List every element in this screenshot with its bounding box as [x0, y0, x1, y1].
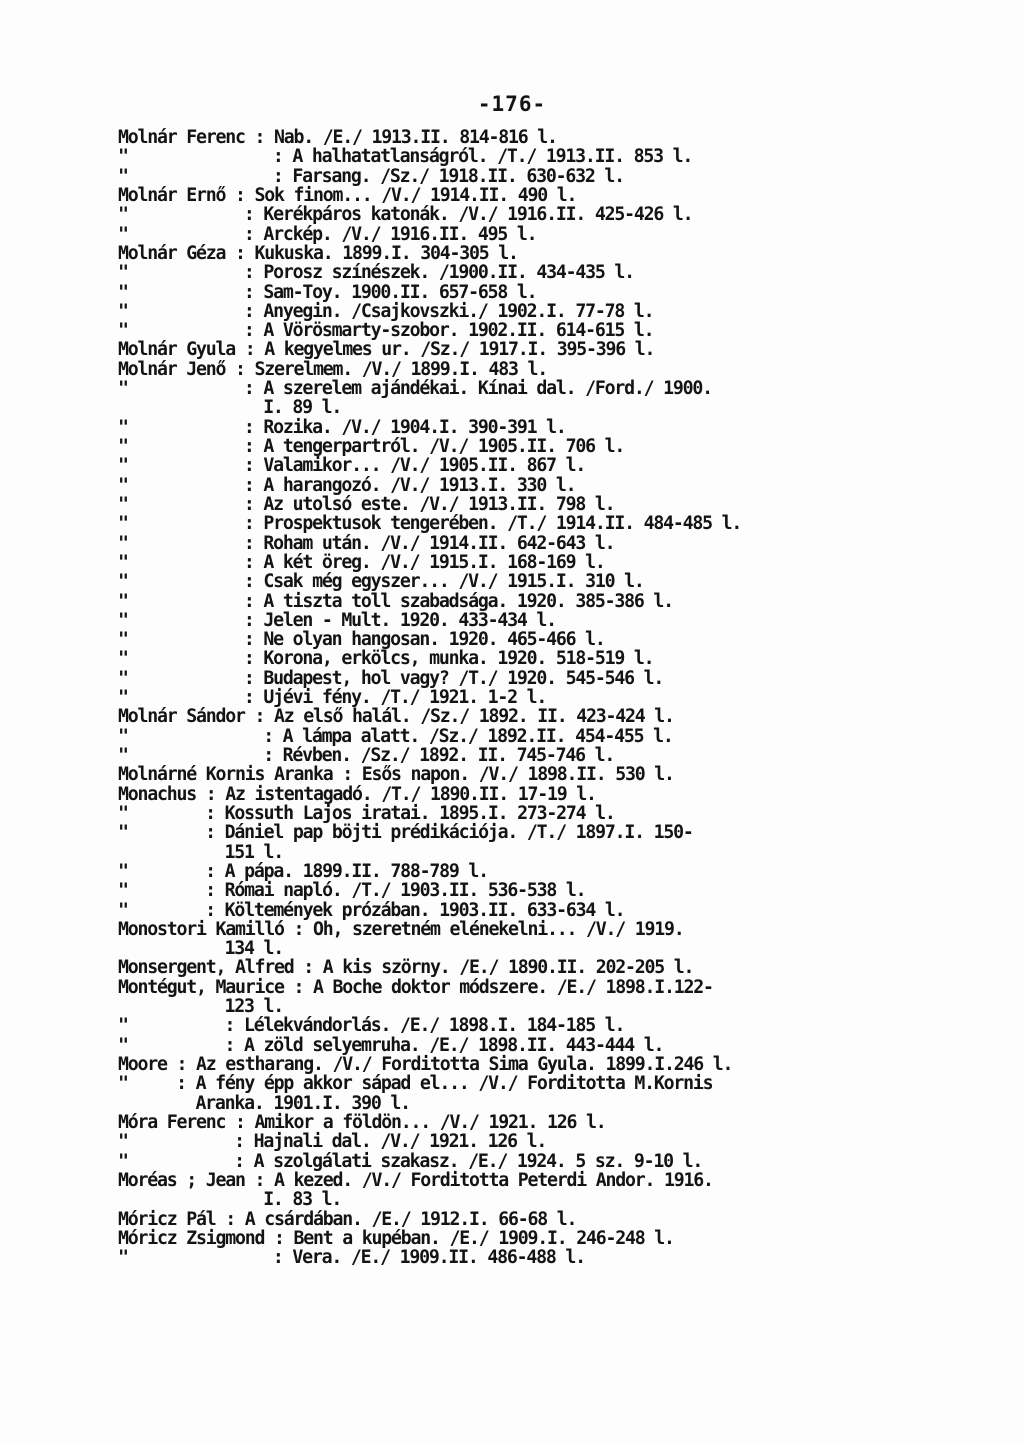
bibliography-continuation-line — [118, 302, 998, 321]
ditto-mark: " — [118, 551, 128, 573]
entry-text: : Dániel pap böjti prédikációja. /T./ 1897.I. 150- — [205, 822, 693, 844]
entry-text: : Porosz színészek. /1900.II. 434-435 l. — [243, 262, 634, 284]
entry-text: Monostori Kamilló : Oh, szeretném elénekelni... /V./ 1919. — [118, 918, 684, 940]
bibliography-wrap-line — [118, 939, 998, 958]
entry-text: 151 l. — [224, 841, 283, 863]
entry-text: Molnár Jenő : Szerelmem. /V./ 1899.I. 483 l. — [118, 358, 547, 380]
entry-text: : Prospektusok tengerében. /T./ 1914.II. 484-485 l. — [243, 513, 742, 535]
entry-text: : Kerékpáros katonák. /V./ 1916.II. 425-426 l. — [243, 204, 693, 226]
bibliography-continuation-line — [118, 727, 998, 746]
bibliography-continuation-line — [118, 379, 998, 398]
entry-text: I. 83 l. — [263, 1189, 342, 1211]
entry-text: : Ne olyan hangosan. 1920. 465-466 l. — [243, 629, 605, 651]
bibliography-continuation-line — [118, 437, 998, 456]
bibliography-author-line — [118, 340, 998, 359]
ditto-mark: " — [118, 860, 128, 882]
entry-text: : A zöld selyemruha. /E./ 1898.II. 443-444 l. — [224, 1034, 664, 1056]
bibliography-continuation-line — [118, 1016, 998, 1035]
bibliography-wrap-line — [118, 843, 998, 862]
entry-text: : A lámpa alatt. /Sz./ 1892.II. 454-455 l. — [263, 725, 673, 747]
entry-text: : A pápa. 1899.II. 788-789 l. — [205, 860, 488, 882]
entry-text: : Arckép. /V./ 1916.II. 495 l. — [243, 223, 537, 245]
bibliography-continuation-line — [118, 263, 998, 282]
entry-text: : Sam-Toy. 1900.II. 657-658 l. — [243, 281, 537, 303]
entry-text: : A Vörösmarty-szobor. 1902.II. 614-615 l. — [243, 320, 654, 342]
entry-text: : Anyegin. /Csajkovszki./ 1902.I. 77-78 l. — [243, 300, 654, 322]
bibliography-author-line — [118, 958, 998, 977]
ditto-mark: " — [118, 1131, 128, 1153]
ditto-mark: " — [118, 1150, 128, 1172]
bibliography-continuation-line — [118, 804, 998, 823]
bibliography-continuation-line — [118, 553, 998, 572]
bibliography-continuation-line — [118, 611, 998, 630]
bibliography-continuation-line — [118, 476, 998, 495]
ditto-mark: " — [118, 745, 128, 766]
entry-text: : A halhatatlanságról. /T./ 1913.II. 853 l. — [272, 146, 693, 168]
entry-text: Móricz Zsigmond : Bent a kupéban. /E./ 1909.I. 246-248 l. — [118, 1227, 674, 1249]
entry-text: : Római napló. /T./ 1903.II. 536-538 l. — [205, 880, 586, 902]
entry-text: : Rozika. /V./ 1904.I. 390-391 l. — [243, 416, 566, 438]
entry-text: : Az utolsó este. /V./ 1913.II. 798 l. — [243, 493, 615, 515]
bibliography-continuation-line — [118, 746, 998, 765]
bibliography-continuation-line — [118, 901, 998, 920]
bibliography-continuation-line — [118, 823, 998, 842]
bibliography-continuation-line — [118, 167, 998, 186]
page-number: -176- — [477, 92, 547, 116]
entry-text: : Hajnali dal. /V./ 1921. 126 l. — [234, 1131, 547, 1153]
bibliography-author-line — [118, 1171, 998, 1190]
ditto-mark: " — [118, 571, 128, 593]
entry-text: : A harangozó. /V./ 1913.I. 330 l. — [243, 474, 576, 496]
entry-text: : Farsang. /Sz./ 1918.II. 630-632 l. — [272, 165, 624, 187]
ditto-mark: " — [118, 822, 128, 844]
entry-text: : A tiszta toll szabadsága. 1920. 385-386 l. — [243, 590, 673, 612]
bibliography-author-line — [118, 1229, 998, 1248]
ditto-mark: " — [118, 648, 128, 670]
entry-text: : Budapest, hol vagy? /T./ 1920. 545-546 l. — [243, 667, 664, 689]
ditto-mark: " — [118, 629, 128, 651]
ditto-mark: " — [118, 725, 128, 747]
bibliography-continuation-line — [118, 1248, 998, 1267]
entry-text: Monsergent, Alfred : A kis szörny. /E./ 1890.II. 202-205 l. — [118, 957, 694, 979]
ditto-mark: " — [118, 880, 128, 902]
entry-text: : A szerelem ajándékai. Kínai dal. /Ford./ 1900. — [243, 378, 712, 400]
entry-text: : Ujévi fény. /T./ 1921. 1-2 l. — [243, 687, 547, 709]
bibliography-continuation-line — [118, 456, 998, 475]
entry-text: : A szolgálati szakasz. /E./ 1924. 5 sz. 9-10 l. — [234, 1150, 703, 1172]
bibliography-author-line — [118, 978, 998, 997]
entry-text: : Kossuth Lajos iratai. 1895.I. 273-274 l. — [205, 802, 615, 824]
ditto-mark: " — [118, 590, 128, 612]
entry-text: Monachus : Az istentagadó. /T./ 1890.II. 17-19 l. — [118, 783, 596, 805]
bibliography-continuation-line — [118, 592, 998, 611]
ditto-mark: " — [118, 416, 128, 438]
entry-text: Molnár Géza : Kukuska. 1899.I. 304-305 l. — [118, 242, 518, 264]
ditto-mark: " — [118, 899, 128, 921]
entry-text: I. 89 l. — [263, 397, 342, 419]
ditto-mark: " — [118, 1034, 128, 1056]
ditto-mark: " — [118, 262, 128, 284]
bibliography-continuation-line — [118, 1152, 998, 1171]
entry-text: : Vera. /E./ 1909.II. 486-488 l. — [272, 1247, 585, 1269]
ditto-mark: " — [118, 281, 128, 303]
bibliography-continuation-line — [118, 514, 998, 533]
entry-text: Molnár Ernő : Sok finom... /V./ 1914.II. 490 l. — [118, 184, 577, 206]
entry-text: Móra Ferenc : Amikor a földön... /V./ 1921. 126 l. — [118, 1111, 606, 1133]
bibliography-continuation-line — [118, 495, 998, 514]
entry-text: : Révben. /Sz./ 1892. II. 745-746 l. — [263, 745, 615, 766]
bibliography-author-line — [118, 1113, 998, 1132]
ditto-mark: " — [118, 320, 128, 342]
bibliography-continuation-line — [118, 649, 998, 668]
ditto-mark: " — [118, 1247, 128, 1269]
entry-text: Montégut, Maurice : A Boche doktor módszere. /E./ 1898.I.122- — [118, 976, 713, 998]
entry-text: : Költemények prózában. 1903.II. 633-634 l. — [205, 899, 625, 921]
bibliography-author-line — [118, 1055, 998, 1074]
bibliography-entries — [118, 128, 998, 1267]
ditto-mark: " — [118, 687, 128, 709]
bibliography-continuation-line — [118, 1074, 998, 1093]
ditto-mark: " — [118, 378, 128, 400]
ditto-mark: " — [118, 300, 128, 322]
entry-text: : Valamikor... /V./ 1905.II. 867 l. — [243, 455, 586, 477]
ditto-mark: " — [118, 493, 128, 515]
bibliography-continuation-line — [118, 205, 998, 224]
entry-text: : Korona, erkölcs, munka. 1920. 518-519 l. — [243, 648, 654, 670]
bibliography-continuation-line — [118, 147, 998, 166]
entry-text: 123 l. — [224, 996, 283, 1018]
entry-text: 134 l. — [224, 938, 283, 960]
entry-text: Aranka. 1901.I. 390 l. — [195, 1092, 410, 1114]
ditto-mark: " — [118, 1015, 128, 1037]
ditto-mark: " — [118, 532, 128, 554]
entry-text: Móricz Pál : A csárdában. /E./ 1912.I. 66-68 l. — [118, 1208, 577, 1230]
bibliography-continuation-line — [118, 1132, 998, 1151]
ditto-mark: " — [118, 165, 128, 187]
entry-text: : Jelen - Mult. 1920. 433-434 l. — [243, 609, 556, 631]
entry-text: : Csak még egyszer... /V./ 1915.I. 310 l. — [243, 571, 644, 593]
bibliography-author-line — [118, 128, 998, 147]
ditto-mark: " — [118, 223, 128, 245]
ditto-mark: " — [118, 802, 128, 824]
ditto-mark: " — [118, 1073, 128, 1095]
bibliography-author-line — [118, 707, 998, 726]
bibliography-continuation-line — [118, 534, 998, 553]
bibliography-continuation-line — [118, 862, 998, 881]
bibliography-wrap-line — [118, 997, 998, 1016]
ditto-mark: " — [118, 667, 128, 689]
entry-text: Molnárné Kornis Aranka : Esős napon. /V./ 1898.II. 530 l. — [118, 764, 674, 786]
bibliography-continuation-line — [118, 283, 998, 302]
bibliography-author-line — [118, 360, 998, 379]
entry-text: Moore : Az estharang. /V./ Forditotta Sima Gyula. 1899.I.246 l. — [118, 1054, 733, 1075]
ditto-mark: " — [118, 513, 128, 535]
bibliography-author-line — [118, 186, 998, 205]
entry-text: : Lélekvándorlás. /E./ 1898.I. 184-185 l. — [224, 1015, 625, 1037]
ditto-mark: " — [118, 146, 128, 168]
bibliography-author-line — [118, 244, 998, 263]
entry-text: Molnár Gyula : A kegyelmes ur. /Sz./ 1917.I. 395-396 l. — [118, 339, 655, 361]
bibliography-author-line — [118, 1210, 998, 1229]
bibliography-author-line — [118, 920, 998, 939]
bibliography-continuation-line — [118, 321, 998, 340]
ditto-mark: " — [118, 609, 128, 631]
bibliography-wrap-line — [118, 1190, 998, 1209]
entry-text: : A tengerpartról. /V./ 1905.II. 706 l. — [243, 436, 625, 457]
bibliography-author-line — [118, 765, 998, 784]
bibliography-continuation-line — [118, 881, 998, 900]
bibliography-wrap-line — [118, 398, 998, 417]
ditto-mark: " — [118, 436, 128, 457]
bibliography-continuation-line — [118, 630, 998, 649]
bibliography-continuation-line — [118, 1036, 998, 1055]
entry-text: : Roham után. /V./ 1914.II. 642-643 l. — [243, 532, 615, 554]
bibliography-wrap-line — [118, 1094, 998, 1113]
entry-text: Molnár Ferenc : Nab. /E./ 1913.II. 814-816 l. — [118, 127, 557, 148]
bibliography-continuation-line — [118, 669, 998, 688]
bibliography-continuation-line — [118, 572, 998, 591]
ditto-mark: " — [118, 474, 128, 496]
entry-text: Molnár Sándor : Az első halál. /Sz./ 1892. II. 423-424 l. — [118, 706, 674, 728]
entry-text: Moréas ; Jean : A kezed. /V./ Forditotta Peterdi Andor. 1916. — [118, 1169, 713, 1191]
entry-text: : A fény épp akkor sápad el... /V./ Forditotta M.Kornis — [176, 1073, 713, 1095]
ditto-mark: " — [118, 204, 128, 226]
entry-text: : A két öreg. /V./ 1915.I. 168-169 l. — [243, 551, 605, 573]
bibliography-continuation-line — [118, 225, 998, 244]
bibliography-continuation-line — [118, 418, 998, 437]
bibliography-author-line — [118, 785, 998, 804]
ditto-mark: " — [118, 455, 128, 477]
bibliography-continuation-line — [118, 688, 998, 707]
